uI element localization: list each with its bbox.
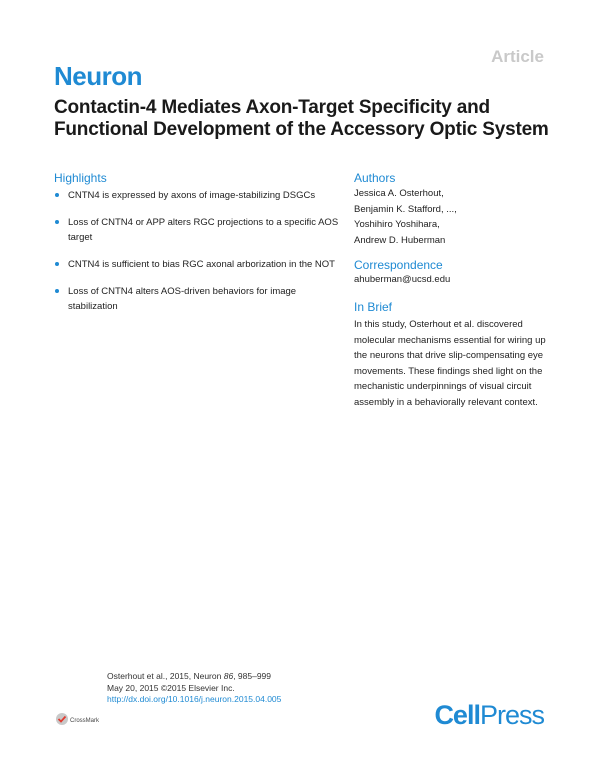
- journal-name: Neuron: [54, 61, 142, 91]
- cellpress-cell: Cell: [434, 700, 480, 730]
- author-line: Jessica A. Osterhout,: [354, 188, 444, 199]
- bullet-icon: [55, 220, 59, 224]
- cellpress-logo: [434, 700, 544, 731]
- correspondence-email[interactable]: ahuberman@ucsd.edu: [354, 274, 451, 285]
- in-brief-text: In this study, Osterhout et al. discovered molecular mechanisms essential for wiring up the neurons that drive slip-compensating eye movements. These findings shed light on the mechanistic underpinnings of visual circuit assembly in a behaviorally relevant context.: [354, 319, 546, 408]
- crossmark-logo-icon[interactable]: [55, 712, 101, 726]
- highlight-item: [54, 215, 344, 245]
- citation-pages: , 985–999: [233, 671, 272, 681]
- author-line: Andrew D. Huberman: [354, 234, 446, 246]
- bullet-icon: [55, 289, 59, 293]
- highlight-text: CNTN4 is sufficient to bias RGC axonal arborization in the NOT: [68, 259, 335, 270]
- citation-line: [107, 671, 281, 683]
- bullet-icon: [55, 193, 59, 197]
- authors-list: [354, 186, 554, 248]
- highlight-item: [54, 284, 344, 314]
- highlight-text: Loss of CNTN4 or APP alters RGC projections to a specific AOS target: [68, 217, 339, 243]
- bullet-icon: [55, 262, 59, 266]
- author-line: Yoshihiro Yoshihara,: [354, 219, 440, 230]
- in-brief-heading: In Brief: [354, 300, 393, 314]
- highlight-text: CNTN4 is expressed by axons of image-stabilizing DSGCs: [68, 190, 316, 201]
- cellpress-press: Press: [479, 700, 544, 730]
- article-type-label: Article: [491, 47, 544, 66]
- citation-footer: [107, 671, 281, 706]
- correspondence-heading: Correspondence: [354, 258, 443, 272]
- doi-link[interactable]: http://dx.doi.org/10.1016/j.neuron.2015.04.005: [107, 694, 282, 704]
- publication-date: May 20, 2015 ©2015 Elsevier Inc.: [107, 682, 235, 693]
- citation-prefix: Osterhout et al., 2015, Neuron: [107, 671, 224, 681]
- author-line: Benjamin K. Stafford, ...,: [354, 203, 457, 215]
- highlights-heading: Highlights: [54, 171, 107, 185]
- crossmark-label: CrossMark: [70, 718, 100, 724]
- article-title: Contactin-4 Mediates Axon-Target Specificity and Functional Development of the Accessory Optic System: [54, 97, 549, 140]
- authors-heading: Authors: [354, 171, 396, 185]
- highlight-text: Loss of CNTN4 alters AOS-driven behaviors for image stabilization: [68, 286, 297, 312]
- highlights-list: [54, 188, 344, 326]
- citation-volume: 86: [223, 671, 234, 681]
- highlight-item: [54, 257, 344, 272]
- highlight-item: [54, 188, 344, 203]
